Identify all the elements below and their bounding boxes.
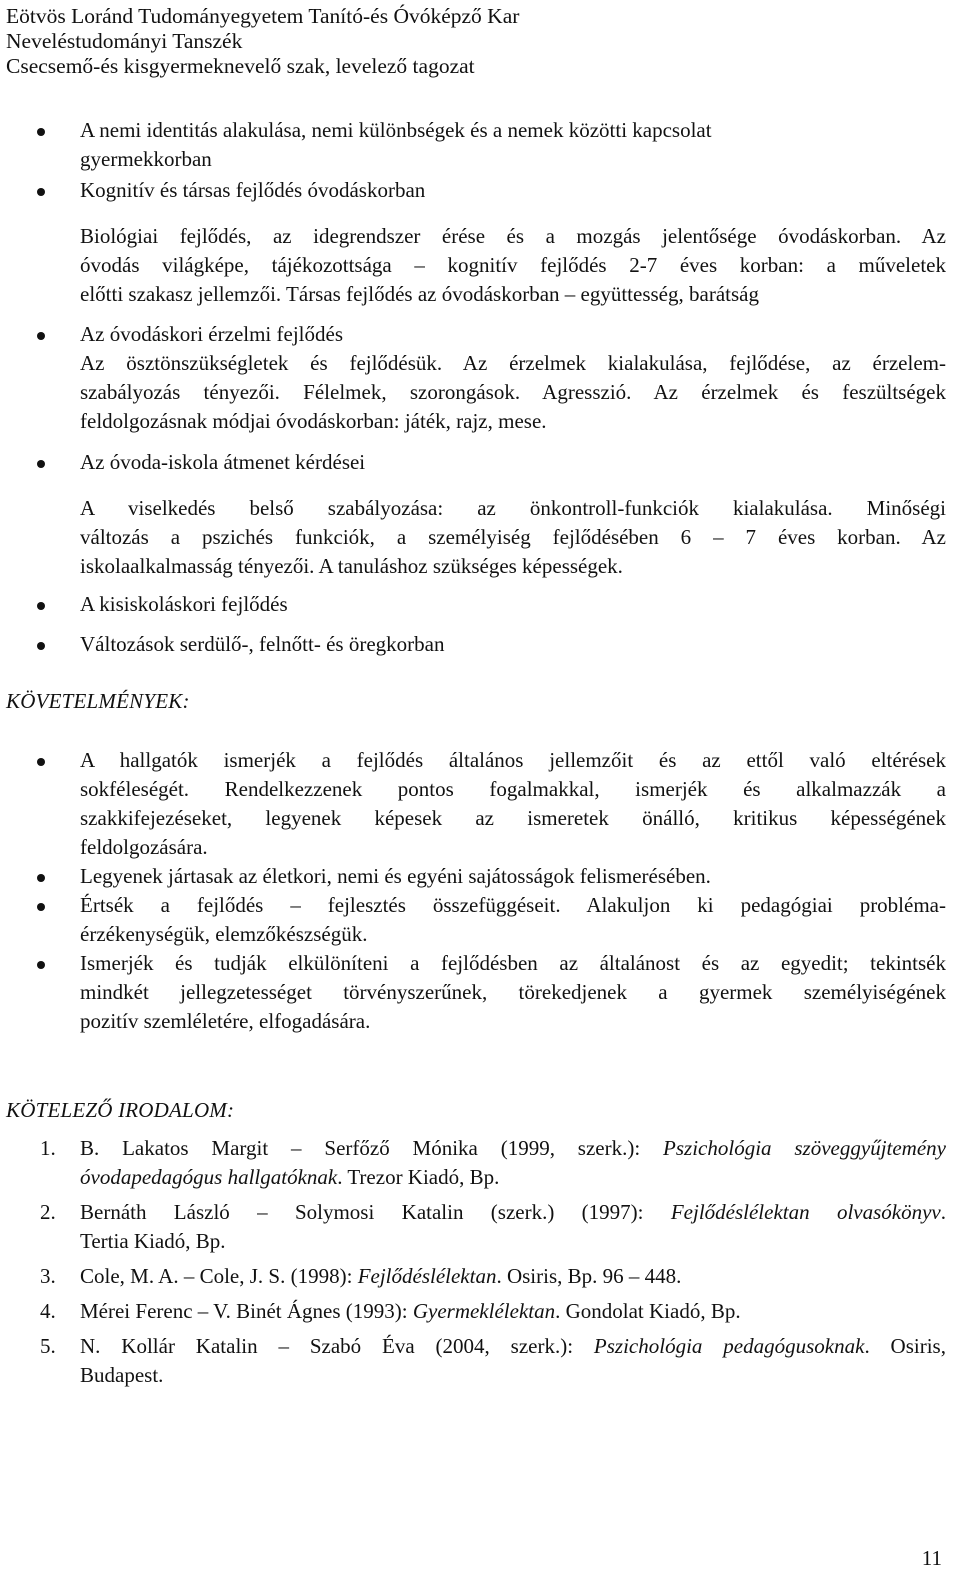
reference-item — [6, 1198, 946, 1256]
reference-item — [6, 1134, 946, 1192]
page-number: 11 — [921, 1546, 942, 1570]
reference-item — [6, 1297, 946, 1326]
reference-title: Gyermeklélektan — [412, 1299, 556, 1323]
requirement-line: pozitív szemléletére, elfogadására. — [80, 1009, 371, 1033]
reference-line: N. Kollár Katalin – Szabó Éva (2004, szerk.): Pszichológia pedagógusoknak. Osiris, — [80, 1334, 946, 1358]
reference-number: 1. — [40, 1136, 56, 1160]
bullet-icon — [37, 903, 45, 911]
reference-line: Tertia Kiadó, Bp. — [80, 1229, 226, 1253]
requirement-item — [6, 862, 946, 891]
topic-title: Az óvodáskori érzelmi fejlődés — [80, 322, 343, 346]
topic-item — [6, 320, 946, 436]
requirement-line: sokféleségét. Rendelkezzenek pontos fogalmakkal, ismerjék és alkalmazzák a — [80, 777, 946, 801]
topic-title: A nemi identitás alakulása, nemi különbségek és a nemek közötti kapcsolat — [80, 118, 712, 142]
description-line: feldolgozásnak módjai óvodáskorban: játék, rajz, mese. — [80, 409, 547, 433]
reference-line: óvodapedagógus hallgatóknak. Trezor Kiadó, Bp. — [80, 1165, 500, 1189]
topic-item — [6, 630, 946, 659]
topic-title: Az óvoda-iskola átmenet kérdései — [80, 450, 366, 474]
reference-line: Bernáth László – Solymosi Katalin (szerk.) (1997): Fejlődéslélektan olvasókönyv. — [80, 1200, 946, 1224]
bullet-icon — [37, 874, 45, 882]
topic-title: Változások serdülő-, felnőtt- és öregkorban — [80, 632, 445, 656]
reference-title: Pszichológia szöveggyűjtemény — [663, 1136, 946, 1160]
literature-list — [6, 1134, 946, 1390]
header-faculty: Eötvös Loránd Tudományegyetem Tanító-és Óvóképző Kar — [6, 4, 520, 28]
topic-description — [6, 222, 946, 309]
literature-heading: KÖTELEZŐ IRODALOM: — [6, 1098, 235, 1122]
requirement-line: A hallgatók ismerjék a fejlődés általános jellemzőit és az ettől való eltérések — [80, 748, 946, 772]
description-line: előtti szakasz jellemzői. Társas fejlődés az óvodáskorban – együttesség, barátság — [80, 282, 759, 306]
description-line: szabályozás tényezői. Félelmek, szorongások. Agresszió. Az érzelmek és feszültségek — [80, 380, 946, 404]
reference-number: 5. — [40, 1334, 56, 1358]
topic-item — [6, 448, 946, 477]
reference-number: 3. — [40, 1264, 56, 1288]
bullet-icon — [37, 128, 45, 136]
reference-title: óvodapedagógus hallgatóknak — [80, 1165, 338, 1189]
topic-item — [6, 590, 946, 619]
bullet-icon — [37, 642, 45, 650]
description-line: A viselkedés belső szabályozása: az önkontroll-funkciók kialakulása. Minőségi — [80, 496, 946, 520]
document-header — [6, 4, 946, 79]
requirement-item — [6, 746, 946, 862]
topic-title: A kisiskoláskori fejlődés — [80, 592, 288, 616]
topic-description — [6, 494, 946, 581]
requirement-line: feldolgozására. — [80, 835, 208, 859]
reference-number: 4. — [40, 1299, 56, 1323]
bullet-icon — [37, 460, 45, 468]
requirements-heading: KÖVETELMÉNYEK: — [6, 689, 190, 713]
description-line: iskolaalkalmasság tényezői. A tanuláshoz szükséges képességek. — [80, 554, 623, 578]
requirements-list — [6, 746, 946, 1036]
requirement-line: Értsék a fejlődés – fejlesztés összefüggéseit. Alakuljon ki pedagógiai probléma- — [80, 893, 946, 917]
bullet-icon — [37, 758, 45, 766]
requirement-item — [6, 949, 946, 1036]
requirement-line: mindkét jellegzetességet törvényszerűnek, törekedjenek a gyermek személyiségének — [80, 980, 946, 1004]
header-department: Neveléstudományi Tanszék — [6, 29, 243, 53]
requirement-line: Legyenek jártasak az életkori, nemi és egyéni sajátosságok felismerésében. — [80, 864, 711, 888]
reference-item — [6, 1332, 946, 1390]
description-line: változás a pszichés funkciók, a személyiség fejlődésében 6 – 7 éves korban. Az — [80, 525, 946, 549]
reference-number: 2. — [40, 1200, 56, 1224]
topic-title-cont: gyermekkorban — [80, 147, 212, 171]
bullet-icon — [37, 961, 45, 969]
description-line: Az ösztönszükségletek és fejlődésük. Az érzelmek kialakulása, fejlődése, az érzelem- — [80, 351, 946, 375]
reference-line: B. Lakatos Margit – Serfőző Mónika (1999, szerk.): Pszichológia szöveggyűjtemény — [80, 1136, 946, 1160]
bullet-icon — [37, 188, 45, 196]
header-programme: Csecsemő-és kisgyermeknevelő szak, levelező tagozat — [6, 54, 475, 78]
reference-title: Pszichológia pedagógusoknak — [593, 1334, 865, 1358]
reference-line: Cole, M. A. – Cole, J. S. (1998): Fejlődéslélektan. Osiris, Bp. 96 – 448. — [80, 1264, 682, 1288]
description-line: Biológiai fejlődés, az idegrendszer érése és a mozgás jelentősége óvodáskorban. Az — [80, 224, 946, 248]
reference-item — [6, 1262, 946, 1291]
topic-title: Kognitív és társas fejlődés óvodáskorban — [80, 178, 426, 202]
description-line: óvodás világképe, tájékozottsága – kognitív fejlődés 2-7 éves korban: a műveletek — [80, 253, 946, 277]
reference-title: Fejlődéslélektan olvasókönyv — [670, 1200, 941, 1224]
reference-line: Budapest. — [80, 1363, 164, 1387]
reference-title: Fejlődéslélektan — [357, 1264, 497, 1288]
bullet-icon — [37, 602, 45, 610]
bullet-icon — [37, 332, 45, 340]
topic-item — [6, 116, 946, 174]
reference-line: Mérei Ferenc – V. Binét Ágnes (1993): Gyermeklélektan. Gondolat Kiadó, Bp. — [80, 1299, 741, 1323]
requirement-item — [6, 891, 946, 949]
requirement-line: Ismerjék és tudják elkülöníteni a fejlődésben az általánost és az egyedit; tekintsék — [80, 951, 946, 975]
requirement-line: szakkifejezéseket, legyenek képesek az ismeretek önálló, kritikus képességének — [80, 806, 946, 830]
requirement-line: érzékenységük, elemzőkészségük. — [80, 922, 368, 946]
topic-item — [6, 176, 946, 205]
